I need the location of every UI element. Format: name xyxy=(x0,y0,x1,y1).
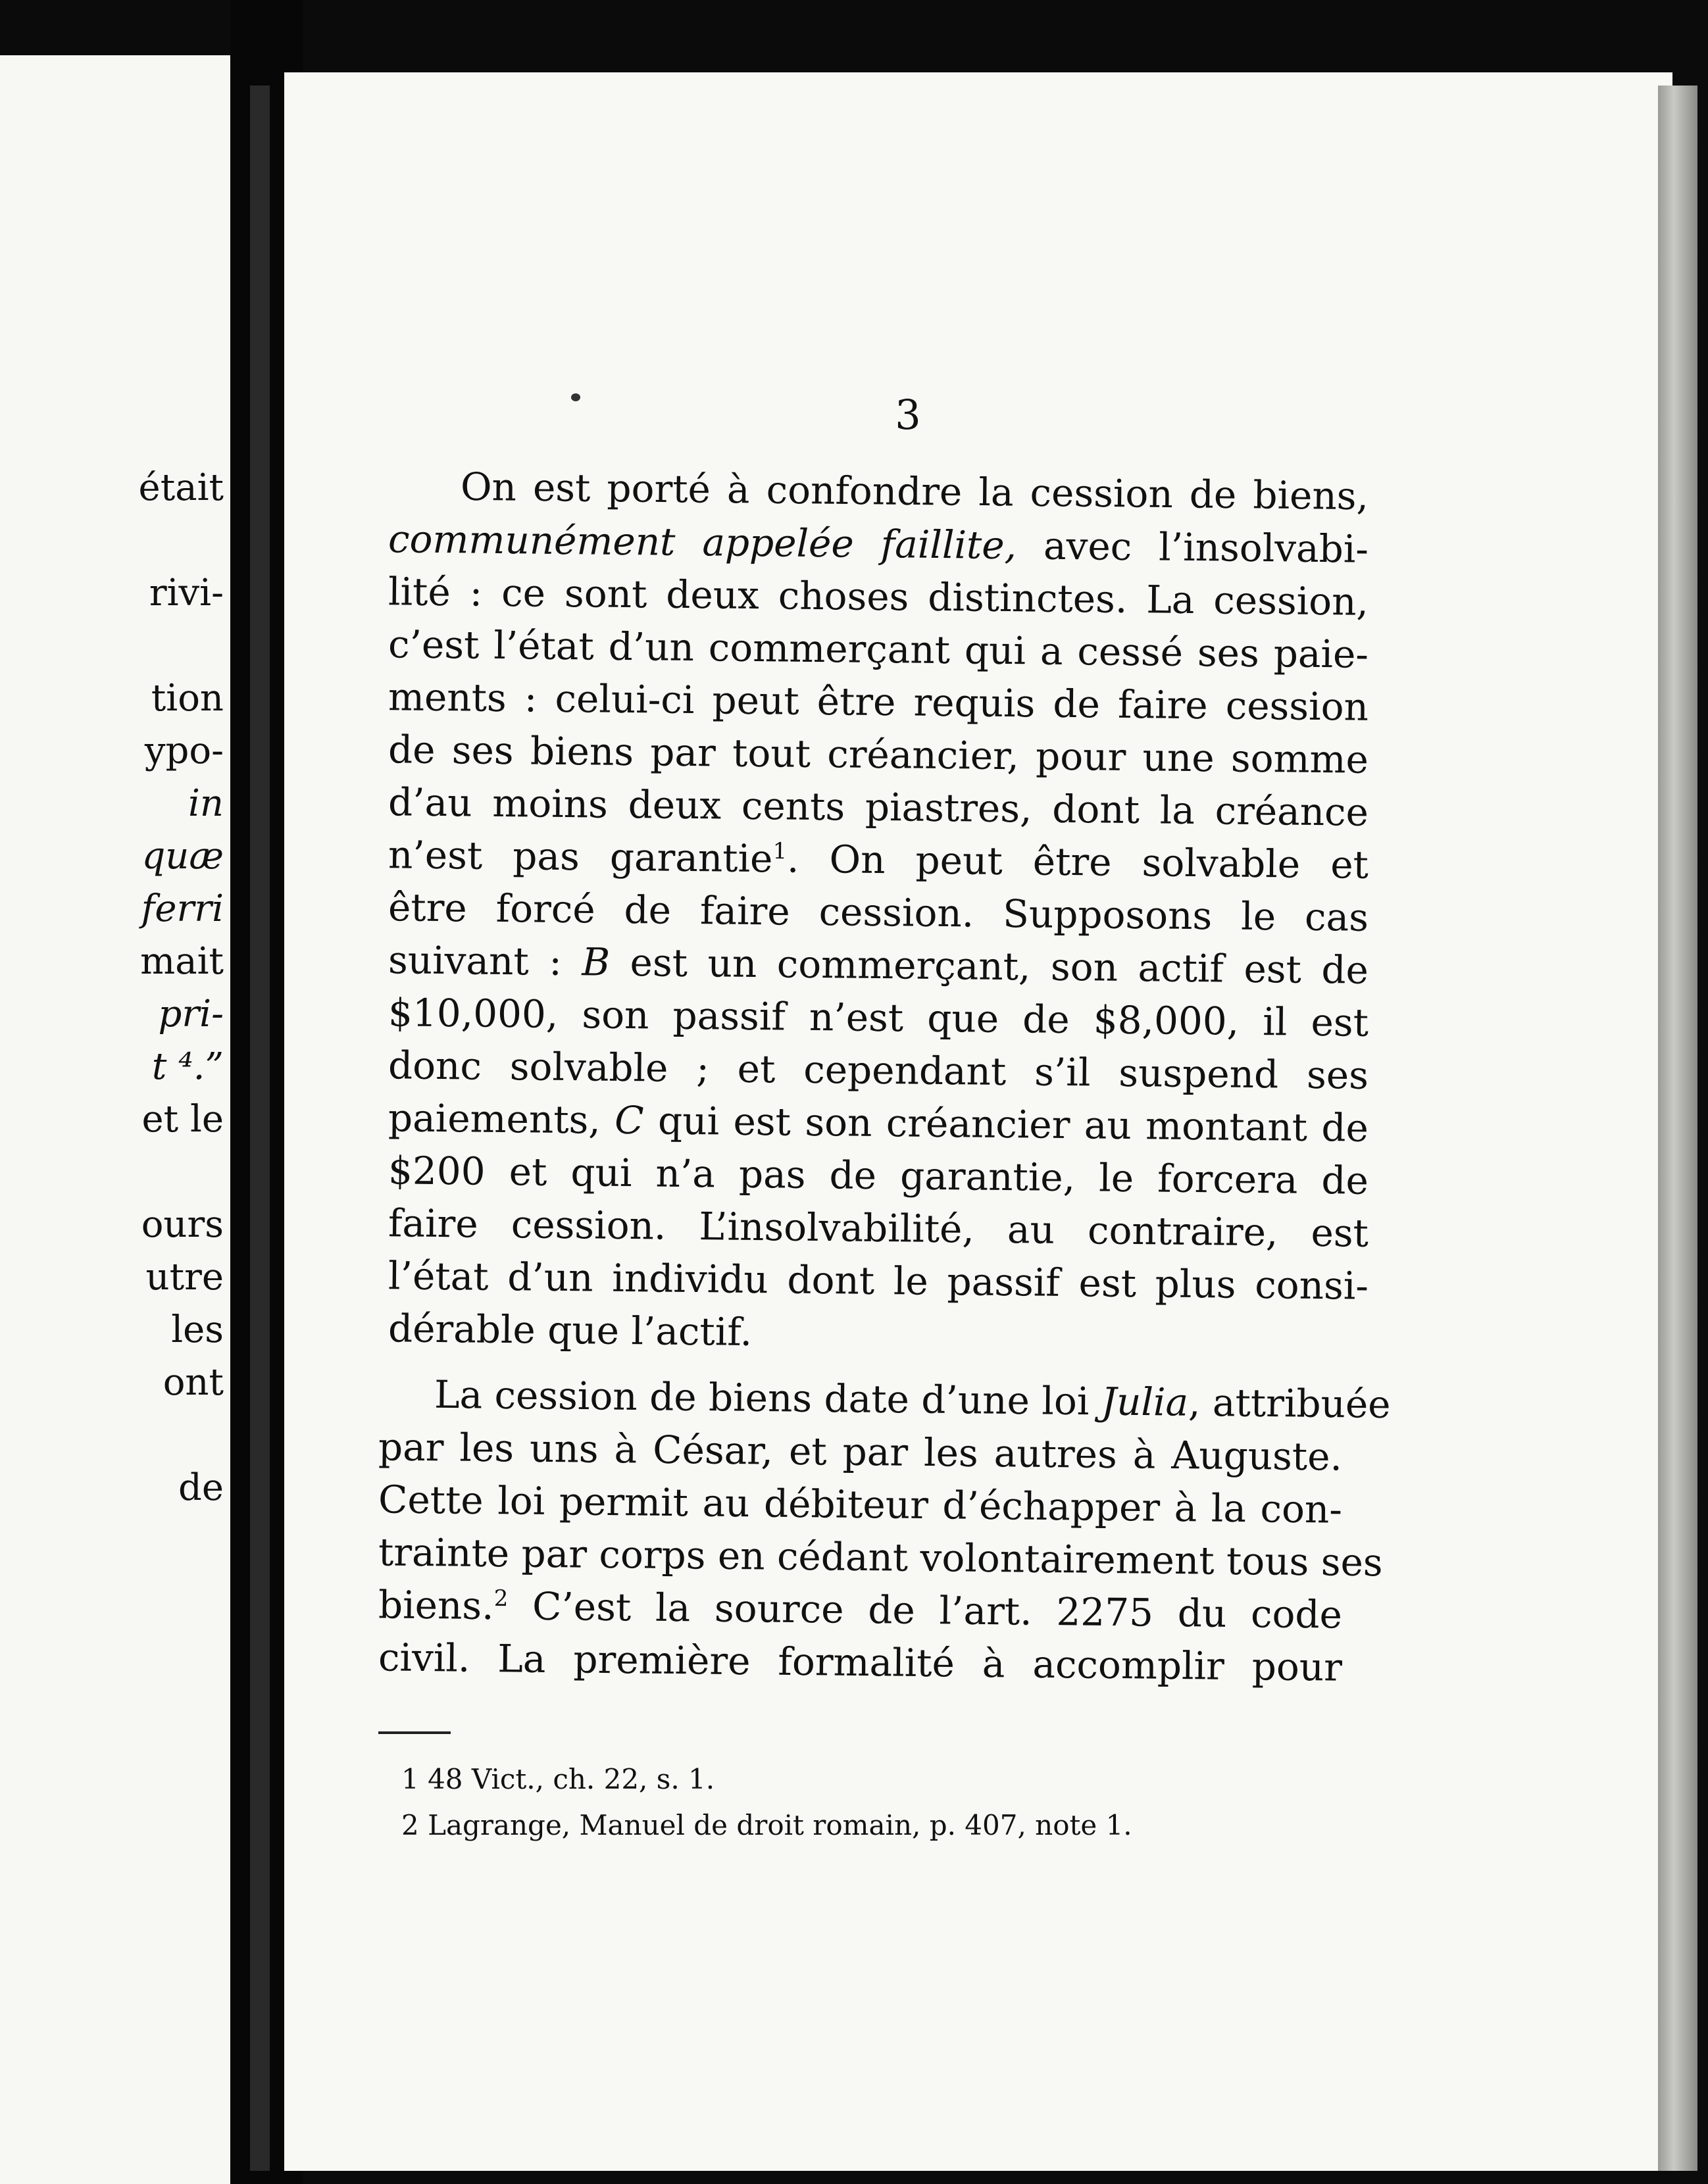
text-line: $10,000, son passif n’est que de $8,000, il est xyxy=(388,990,1369,1045)
footnote: 2 Lagrange, Manuel de droit romain, p. 407, note 1. xyxy=(401,1809,1132,1841)
footnote-rule xyxy=(378,1731,451,1734)
binding-edge xyxy=(250,86,270,2171)
text-line: $200 et qui n’a pas de garantie, le forcera de xyxy=(388,1148,1369,1203)
text-run: avec l’insolvabi- xyxy=(1016,523,1369,572)
text-line: trainte par corps en cédant volontairement tous ses xyxy=(378,1529,1384,1585)
text-line: civil. La première formalité à accomplir pour xyxy=(378,1635,1343,1690)
left-text-line: ypo- xyxy=(144,730,224,772)
page-stack-edge xyxy=(1658,86,1697,2171)
text-run: n’est pas garantie xyxy=(388,832,773,881)
left-text-line: tion xyxy=(151,677,224,720)
italic-text: communément appelée faillite, xyxy=(388,516,1017,568)
text-line: On est porté à confondre la cession de biens, xyxy=(460,464,1369,519)
italic-text: C xyxy=(614,1097,644,1143)
left-text-line: ont xyxy=(163,1361,224,1404)
text-run: paiements, xyxy=(388,1095,615,1143)
left-page-fragment xyxy=(0,55,230,2184)
left-text-line: utre xyxy=(145,1256,224,1299)
text-line: faire cession. L’insolvabilité, au contraire, est xyxy=(388,1201,1369,1256)
footnote: 1 48 Vict., ch. 22, s. 1. xyxy=(401,1763,715,1795)
ink-speck xyxy=(571,393,580,401)
text-line: l’état d’un individu dont le passif est plus consi- xyxy=(388,1253,1369,1308)
text-run: . On peut être solvable et xyxy=(786,836,1369,887)
text-line: donc solvable ; et cependant s’il suspend ses xyxy=(388,1043,1369,1098)
left-text-line: était xyxy=(138,466,224,509)
text-run: suivant : xyxy=(388,937,582,985)
left-text-line: ours xyxy=(141,1203,224,1246)
text-run: , attribuée xyxy=(1188,1379,1391,1427)
text-line: ments : celui-ci peut être requis de faire cession xyxy=(388,674,1369,730)
left-text-line: rivi- xyxy=(149,572,224,614)
left-text-line: mait xyxy=(140,940,224,983)
text-line: dérable que l’actif. xyxy=(388,1306,753,1354)
text-line: d’au moins deux cents piastres, dont la créance xyxy=(388,780,1369,835)
page-number: 3 xyxy=(895,391,921,439)
text-run: La cession de biens date d’une loi xyxy=(434,1372,1102,1424)
footnote-ref: 1 xyxy=(772,837,788,865)
text-line: de ses biens par tout créancier, pour une somme xyxy=(388,727,1369,782)
left-text-line: et le xyxy=(141,1098,224,1141)
left-text-line: pri- xyxy=(158,993,224,1035)
text-run: C’est la source de l’art. 2275 du code xyxy=(507,1583,1343,1637)
text-run: est un commerçant, son actif est de xyxy=(609,939,1369,993)
text-run: biens. xyxy=(378,1582,494,1629)
text-line: lité : ce sont deux choses distinctes. La cession, xyxy=(388,569,1369,624)
left-text-line: quæ xyxy=(141,835,224,878)
text-line xyxy=(388,1095,1369,1151)
text-line xyxy=(388,937,1369,993)
italic-text: B xyxy=(582,939,611,985)
text-line: par les uns à César, et par les autres à Auguste. xyxy=(378,1424,1343,1479)
text-line xyxy=(388,832,1369,887)
footnote-ref: 2 xyxy=(493,1585,509,1612)
text-line xyxy=(388,516,1369,572)
text-line xyxy=(434,1372,1391,1427)
left-text-line: de xyxy=(178,1466,224,1509)
left-text-line: in xyxy=(188,782,224,825)
text-run: qui est son créancier au montant de xyxy=(643,1098,1369,1151)
italic-text: Julia xyxy=(1101,1379,1189,1425)
text-line: être forcé de faire cession. Supposons le cas xyxy=(388,885,1369,940)
left-text-line: les xyxy=(171,1308,224,1351)
text-line: Cette loi permit au débiteur d’échapper à la con- xyxy=(378,1477,1343,1532)
left-text-line: t ⁴.” xyxy=(151,1045,224,1088)
left-text-line: ferri xyxy=(141,887,224,930)
text-line xyxy=(378,1582,1343,1637)
text-line: c’est l’état d’un commerçant qui a cessé ses paie- xyxy=(388,622,1369,677)
